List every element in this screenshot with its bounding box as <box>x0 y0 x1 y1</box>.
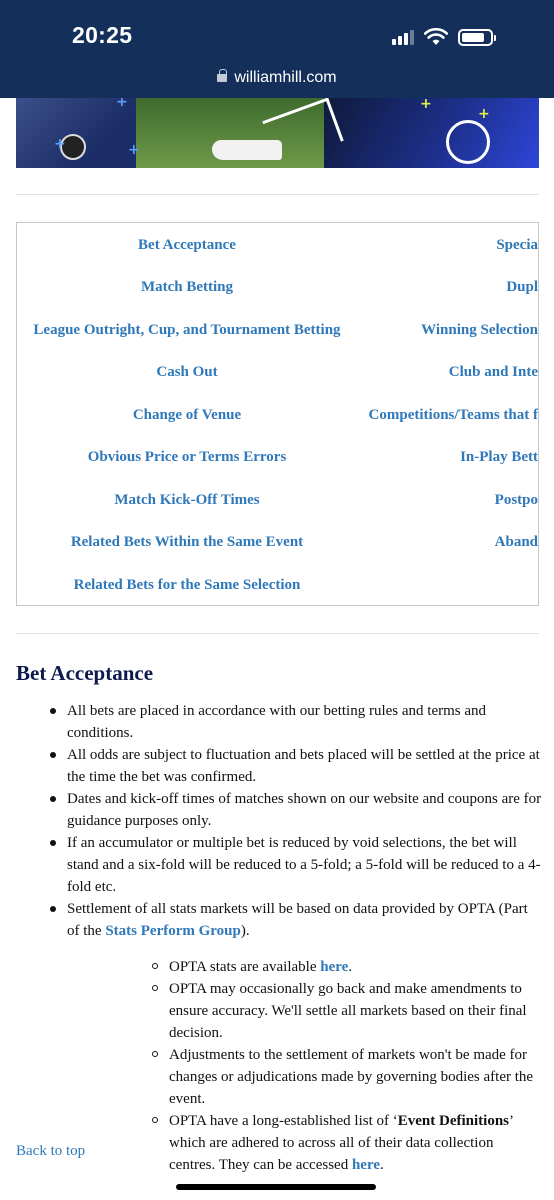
sub-list-item: Adjustments to the settlement of markets won't be made for changes or adjudications made by governing bodies after the event. <box>67 1044 542 1110</box>
toc-link-competitions-teams[interactable]: Competitions/Teams that f <box>368 407 538 423</box>
sub-list-item: OPTA may occasionally go back and make amendments to ensure accuracy. We'll settle all markets based on their final decision. <box>67 978 542 1044</box>
toc-link-club-and-international[interactable]: Club and Inte <box>448 364 538 380</box>
status-time: 20:25 <box>72 22 133 48</box>
list-item: Dates and kick-off times of matches shown on our website and coupons are for guidance purposes only. <box>16 788 542 832</box>
opta-sub-list <box>67 956 542 1176</box>
toc-link-related-bets-selection[interactable]: Related Bets for the Same Selection <box>73 577 301 593</box>
toc-link-kick-off-times[interactable]: Match Kick-Off Times <box>114 492 260 508</box>
sub-item-text: OPTA stats are available <box>169 959 321 975</box>
wifi-icon <box>424 28 448 46</box>
stats-perform-group-link[interactable]: Stats Perform Group <box>105 923 241 939</box>
sub-list-item <box>67 956 542 978</box>
opta-text-end: ). <box>240 923 250 939</box>
lock-icon <box>217 74 227 82</box>
sub-list-item <box>67 1110 542 1176</box>
list-item: All bets are placed in accordance with our betting rules and terms and conditions. <box>16 700 542 744</box>
table-of-contents <box>16 222 539 606</box>
toc-link-winning-selection[interactable]: Winning Selection <box>421 322 538 338</box>
toc-link-change-of-venue[interactable]: Change of Venue <box>132 407 242 423</box>
toc-link-bet-acceptance[interactable]: Bet Acceptance <box>138 237 236 253</box>
address-bar[interactable] <box>0 69 554 87</box>
divider <box>16 633 539 634</box>
toc-link-league-outright[interactable]: League Outright, Cup, and Tournament Betting <box>33 322 341 338</box>
toc-link-abandoned[interactable]: Aband <box>494 534 538 550</box>
url-text: williamhill.com <box>234 69 337 86</box>
event-definitions-text: Event Definitions <box>397 1113 510 1129</box>
toc-link-cash-out[interactable]: Cash Out <box>156 364 218 380</box>
sub-item-text-end: . <box>348 959 353 975</box>
sub-item-text-end: . <box>380 1157 384 1173</box>
toc-link-related-bets-event[interactable]: Related Bets Within the Same Event <box>70 534 304 550</box>
battery-icon <box>458 29 493 46</box>
sub-item-text: ’ which are adhered to across all of their data collection centres. They can be accessed <box>169 1113 513 1173</box>
toc-link-match-betting[interactable]: Match Betting <box>140 279 234 295</box>
section-content <box>16 700 542 1176</box>
home-indicator[interactable] <box>176 1184 376 1190</box>
opta-stats-here-link[interactable]: here <box>320 959 349 975</box>
hero-banner-image: + + + + + <box>16 98 539 168</box>
list-item: If an accumulator or multiple bet is reduced by void selections, the bet will stand and a six-fold will be reduced to a 5-fold; a 5-fold will be reduced to a 4-fold etc. <box>16 832 542 898</box>
toc-link-duplicate[interactable]: Dupl <box>506 279 538 295</box>
list-item: All odds are subject to fluctuation and bets placed will be settled at the price at the time the bet was confirmed. <box>16 744 542 788</box>
opta-text: Settlement of all stats markets will be based on data provided by OPTA (Part of the <box>67 901 528 939</box>
browser-top-bar <box>0 0 554 98</box>
sub-item-text: OPTA have a long-established list of ‘ <box>169 1113 398 1129</box>
list-item <box>16 898 542 1176</box>
signal-bars-icon <box>392 29 414 45</box>
rules-list <box>16 700 542 1176</box>
toc-link-in-play-betting[interactable]: In-Play Bett <box>460 449 538 465</box>
event-definitions-here-link[interactable]: here <box>351 1157 381 1173</box>
divider <box>16 194 539 195</box>
toc-link-obvious-errors[interactable]: Obvious Price or Terms Errors <box>87 449 287 465</box>
status-icons <box>392 26 493 48</box>
toc-link-postponed[interactable]: Postpo <box>494 492 538 508</box>
back-to-top-link[interactable]: Back to top <box>16 1143 86 1159</box>
toc-link-specials[interactable]: Specia <box>496 237 538 253</box>
section-title: Bet Acceptance <box>16 661 154 685</box>
